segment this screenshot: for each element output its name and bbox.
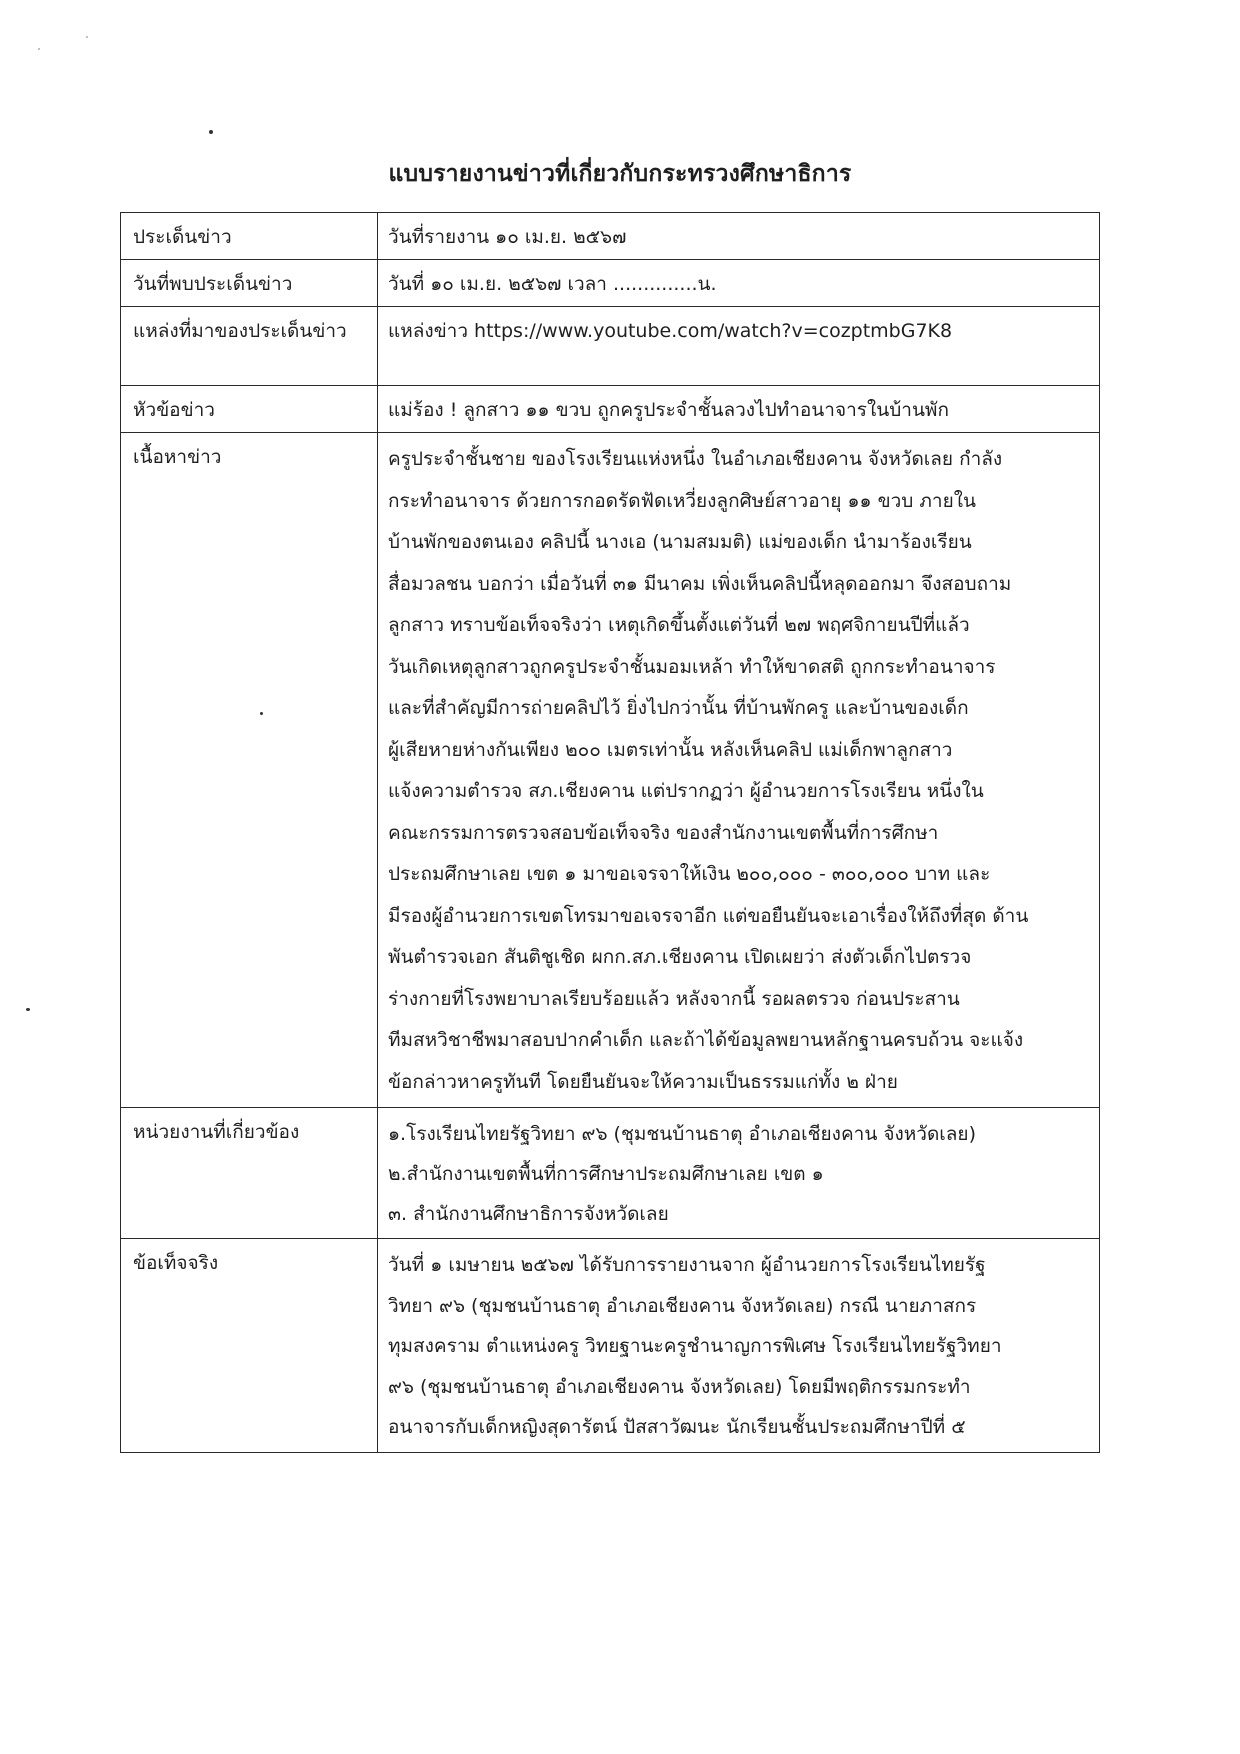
- value-line: ๑.โรงเรียนไทยรัฐวิทยา ๙๖ (ชุมชนบ้านธาตุ อำเภอเชียงคาน จังหวัดเลย): [388, 1123, 976, 1145]
- value-line: ร่างกายที่โรงพยาบาลเรียบร้อยแล้ว หลังจากนี้ รอผลตรวจ ก่อนประสาน: [388, 987, 960, 1010]
- scan-speck: [38, 48, 40, 50]
- value-line: กระทำอนาจาร ด้วยการกอดรัดฟัดเหวี่ยงลูกศิษย์สาวอายุ ๑๑ ขวบ ภายใน: [388, 489, 976, 512]
- scan-speck: [209, 130, 213, 134]
- row-value: [378, 386, 1100, 433]
- value-line: ๓. สำนักงานศึกษาธิการจังหวัดเลย: [388, 1203, 669, 1225]
- value-line: ๙๖ (ชุมชนบ้านธาตุ อำเภอเชียงคาน จังหวัดเลย) โดยมีพฤติกรรมกระทำ: [388, 1375, 971, 1398]
- value-line: วิทยา ๙๖ (ชุมชนบ้านธาตุ อำเภอเชียงคาน จังหวัดเลย) กรณี นายภาสกร: [388, 1294, 977, 1317]
- value-line: ประถมศึกษาเลย เขต ๑ มาขอเจรจาให้เงิน ๒๐๐,๐๐๐ - ๓๐๐,๐๐๐ บาท และ: [388, 863, 991, 885]
- row-label: แหล่งที่มาของประเด็นข่าว: [121, 307, 378, 386]
- row-label: หน่วยงานที่เกี่ยวข้อง: [121, 1108, 378, 1239]
- row-value: [378, 213, 1100, 260]
- value-line: แม่ร้อง ! ลูกสาว ๑๑ ขวบ ถูกครูประจำชั้นลวงไปทำอนาจารในบ้านพัก: [388, 399, 949, 421]
- row-value: [378, 260, 1100, 307]
- value-line: ครูประจำชั้นชาย ของโรงเรียนแห่งหนึ่ง ในอำเภอเชียงคาน จังหวัดเลย กำลัง: [388, 448, 1003, 470]
- row-label: วันที่พบประเด็นข่าว: [121, 260, 378, 307]
- row-value: [378, 433, 1100, 1108]
- value-line: มีรองผู้อำนวยการเขตโทรมาขอเจรจาอีก แต่ขอยืนยันจะเอาเรื่องให้ถึงที่สุด ด้าน: [388, 904, 1029, 927]
- row-value: [378, 307, 1100, 386]
- value-line: บ้านพักของตนเอง คลิปนี้ นางเอ (นามสมมติ) แม่ของเด็ก นำมาร้องเรียน: [388, 531, 972, 553]
- row-issue: [121, 213, 1100, 260]
- row-content: [121, 433, 1100, 1108]
- value-line: วันที่รายงาน ๑๐ เม.ย. ๒๕๖๗: [388, 226, 627, 248]
- form-title: แบบรายงานข่าวที่เกี่ยวกับกระทรวงศึกษาธิการ: [388, 161, 852, 187]
- row-facts: [121, 1239, 1100, 1453]
- value-line: วันที่ ๑๐ เม.ย. ๒๕๖๗ เวลา ..............น.: [388, 273, 717, 295]
- value-line: คณะกรรมการตรวจสอบข้อเท็จจริง ของสำนักงานเขตพื้นที่การศึกษา: [388, 821, 939, 844]
- value-line: อนาจารกับเด็กหญิงสุดารัตน์ ปัสสาวัฒนะ นักเรียนชั้นประถมศึกษาปีที่ ๕: [388, 1416, 966, 1438]
- row-label: ข้อเท็จจริง: [121, 1239, 378, 1453]
- value-line: วันที่ ๑ เมษายน ๒๕๖๗ ได้รับการรายงานจาก ผู้อำนวยการโรงเรียนไทยรัฐ: [388, 1254, 986, 1276]
- value-line: ลูกสาว ทราบข้อเท็จจริงว่า เหตุเกิดขึ้นตั้งแต่วันที่ ๒๗ พฤศจิกายนปีที่แล้ว: [388, 614, 970, 636]
- value-line: พันตำรวจเอก สันติชูเชิด ผกก.สภ.เชียงคาน เปิดเผยว่า ส่งตัวเด็กไปตรวจ: [388, 946, 972, 968]
- row-agencies: [121, 1108, 1100, 1239]
- row-value: [378, 1239, 1100, 1453]
- value-line: ๒.สำนักงานเขตพื้นที่การศึกษาประถมศึกษาเลย เขต ๑: [388, 1163, 824, 1185]
- row-label: หัวข้อข่าว: [121, 386, 378, 433]
- value-line: ทีมสหวิชาชีพมาสอบปากคำเด็ก และถ้าได้ข้อมูลพยานหลักฐานครบถ้วน จะแจ้ง: [388, 1029, 1024, 1051]
- value-line: แหล่งข่าว https://www.youtube.com/watch?v=cozptmbG7K8: [388, 320, 953, 342]
- value-line: ผู้เสียหายห่างกันเพียง ๒๐๐ เมตรเท่านั้น หลังเห็นคลิป แม่เด็กพาลูกสาว: [388, 738, 953, 761]
- value-line: แจ้งความตำรวจ สภ.เชียงคาน แต่ปรากฏว่า ผู้อำนวยการโรงเรียน หนึ่งใน: [388, 780, 984, 802]
- row-label: ประเด็นข่าว: [121, 213, 378, 260]
- value-line: สื่อมวลชน บอกว่า เมื่อวันที่ ๓๑ มีนาคม เพิ่งเห็นคลิปนี้หลุดออกมา จึงสอบถาม: [388, 572, 1012, 595]
- row-value: [378, 1108, 1100, 1239]
- scan-speck: [86, 36, 88, 38]
- value-line: และที่สำคัญมีการถ่ายคลิปไว้ ยิ่งไปกว่านั้น ที่บ้านพักครู และบ้านของเด็ก: [388, 697, 969, 719]
- row-source: [121, 307, 1100, 386]
- row-label: เนื้อหาข่าว: [121, 433, 378, 1108]
- value-line: ทุมสงคราม ตำแหน่งครู วิทยฐานะครูชำนาญการพิเศษ โรงเรียนไทยรัฐวิทยา: [388, 1335, 1002, 1357]
- value-line: ข้อกล่าวหาครูทันที โดยยืนยันจะให้ความเป็นธรรมแก่ทั้ง ๒ ฝ่าย: [388, 1070, 898, 1093]
- value-line: วันเกิดเหตุลูกสาวถูกครูประจำชั้นมอมเหล้า ทำให้ขาดสติ ถูกกระทำอนาจาร: [388, 655, 996, 678]
- scan-speck: [26, 1008, 30, 1011]
- row-headline: [121, 386, 1100, 433]
- news-report-table: [120, 212, 1100, 1453]
- row-date-found: [121, 260, 1100, 307]
